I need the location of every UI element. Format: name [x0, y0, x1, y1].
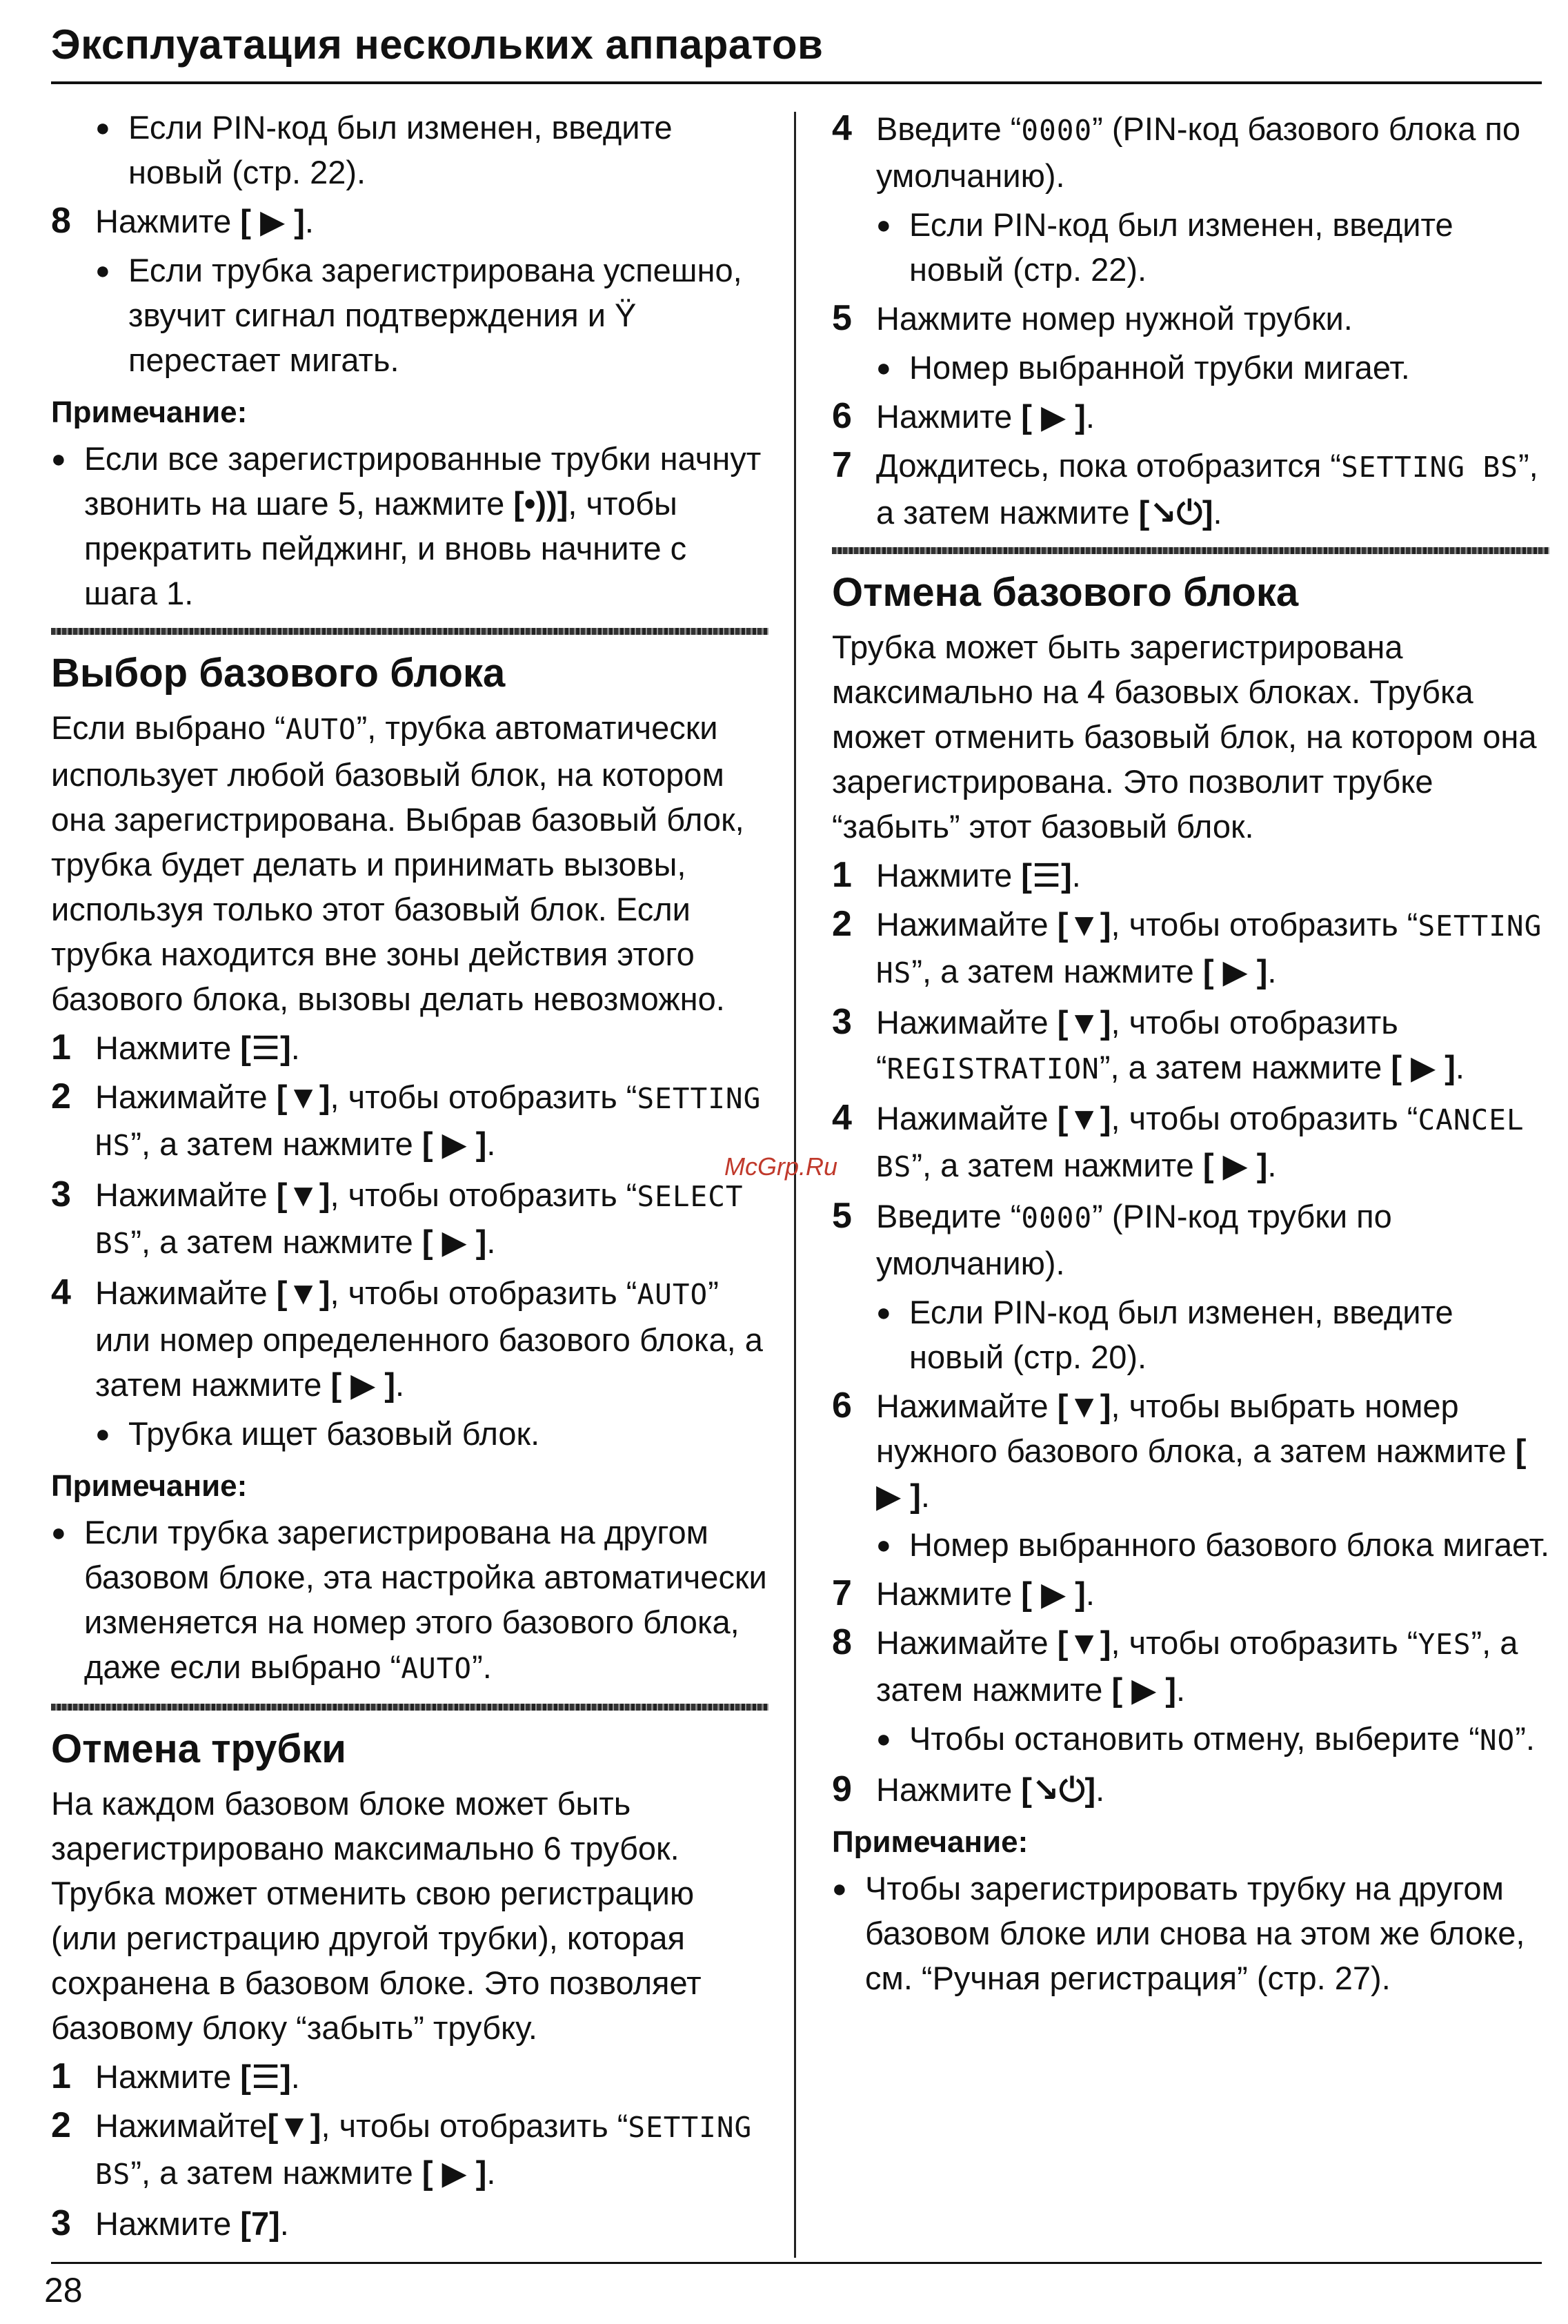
step-4: 4 Введите “0000” (PIN-код базового блока по умолчанию). [832, 108, 1520, 194]
note-heading: Примечание: [51, 1469, 248, 1503]
bottom-rule [51, 2262, 1542, 2264]
step-9: 9 Нажмите [↘⏻]. [832, 1769, 1105, 1809]
paging-key-icon: [•))] [513, 485, 568, 522]
section-intro: Если выбрано “AUTO”, трубка автоматически использует любой базовый блок, на котором она зарегистрирована. Выбрав базовый блок, трубка будет делать и принимать вызовы, используя только этот базовый блок. Если трубка находится вне зоны действия этого базового блока, вызовы делать невозможно. [51, 709, 744, 1017]
step-8: 8 Нажимайте [▼], чтобы отобразить “YES”, а затем нажмите [ ▶ ]. [832, 1622, 1518, 1708]
watermark: McGrp.Ru [724, 1152, 838, 1181]
right-arrow-key-icon: [ ▶ ] [1021, 1575, 1086, 1612]
menu-key-icon: [☰] [240, 1030, 291, 1066]
section-heading-cancel-handset: Отмена трубки [51, 1726, 346, 1771]
note-manual-registration: ● Чтобы зарегистрировать трубку на другом базовом блоке или снова на этом же блоке, см. “Ручная регистрация” (стр. 27). [832, 1866, 1549, 2000]
right-arrow-key-icon: [ ▶ ] [421, 2154, 487, 2191]
bullet-base-blinks: ● Номер выбранного базового блока мигает. [876, 1522, 1549, 1567]
right-column [832, 104, 1549, 2005]
section-separator [832, 547, 1549, 554]
key-7-icon: [7] [240, 2205, 280, 2242]
down-key-icon: [▼] [276, 1274, 330, 1311]
step-6: 6 Нажимайте [▼], чтобы выбрать номер нужного базового блока, а затем нажмите [ ▶ ]. [832, 1386, 1527, 1514]
step-number: 8 [51, 201, 71, 241]
right-arrow-key-icon: [ ▶ ] [876, 1432, 1527, 1514]
section-separator [51, 628, 768, 635]
menu-key-icon: [☰] [240, 2058, 291, 2095]
note-heading: Примечание: [51, 395, 248, 429]
section-intro: На каждом базовом блоке может быть зарегистрировано максимально 6 трубок. Трубка может отменить свою регистрацию (или регистрацию другой трубки), которая сохранена в базовом блоке. Это позволяет базовому блоку “забыть” трубку. [51, 1785, 702, 2046]
note-auto: ● Если трубка зарегистрирована на другом базовом блоке, эта настройка автоматически изменяется на номер этого базового блока, даже если выбрано “AUTO”. [51, 1510, 768, 1691]
right-arrow-key-icon: [ ▶ ] [1111, 1671, 1177, 1708]
step-2: 2 Нажимайте[▼], чтобы отобразить “SETTING BS”, а затем нажмите [ ▶ ]. [51, 2105, 753, 2191]
down-key-icon: [▼] [1057, 1388, 1111, 1424]
step-1: 1 Нажмите [☰]. [832, 855, 1081, 895]
step-8: 8 Нажмите [ ▶ ]. [51, 199, 768, 244]
down-key-icon: [▼] [276, 1079, 330, 1115]
bullet-searching: ● Трубка ищет базовый блок. [95, 1411, 768, 1456]
step-4: 4 Нажимайте [▼], чтобы отобразить “AUTO” или номер определенного базового блока, а затем нажмите [ ▶ ]. [51, 1272, 763, 1403]
step-5: 5 Введите “0000” (PIN-код трубки по умолчанию). [832, 1196, 1392, 1281]
bullet-stop-cancel: ● Чтобы остановить отмену, выберите “NO”. [876, 1716, 1549, 1763]
down-key-icon: [▼] [1057, 906, 1111, 943]
right-arrow-key-icon: [ ▶ ] [1202, 953, 1268, 989]
left-column [51, 104, 768, 2250]
step-7: 7 Дождитесь, пока отобразится “SETTING BS”, а затем нажмите [↘⏻]. [832, 445, 1538, 531]
section-heading-select-base: Выбор базового блока [51, 651, 506, 696]
step-5: 5 Нажмите номер нужной трубки. [832, 298, 1353, 338]
page-number: 28 [44, 2271, 83, 2310]
right-arrow-key-icon: [ ▶ ] [1021, 398, 1086, 435]
off-key-icon: [↘⏻] [1138, 494, 1213, 531]
down-key-icon: [▼] [1057, 1100, 1111, 1136]
step-3: 3 Нажмите [7]. [51, 2203, 289, 2243]
right-arrow-key-icon: [ ▶ ] [421, 1223, 487, 1260]
column-divider [794, 112, 796, 2258]
bullet-pin-changed: ● Если PIN-код был изменен, введите новый (стр. 22). [95, 105, 768, 195]
section-separator [51, 1704, 768, 1711]
note-heading: Примечание: [832, 1825, 1029, 1859]
step-7: 7 Нажмите [ ▶ ]. [832, 1573, 1095, 1613]
section-intro: Трубка может быть зарегистрирована максимально на 4 базовых блоках. Трубка может отменить базовый блок, на котором она зарегистрирована. Это позволит трубке “забыть” этот базовый блок. [832, 629, 1537, 845]
step-6: 6 Нажмите [ ▶ ]. [832, 396, 1095, 436]
menu-key-icon: [☰] [1021, 857, 1072, 894]
section-heading-cancel-base: Отмена базового блока [832, 570, 1299, 615]
right-arrow-key-icon: [ ▶ ] [240, 203, 305, 239]
bullet-registered-success: ● Если трубка зарегистрирована успешно, звучит сигнал подтверждения и Ÿ перестает мигать. [95, 248, 768, 382]
bullet-pin-changed: ● Если PIN-код был изменен, введите новый (стр. 20). [876, 1290, 1549, 1379]
step-2: 2 Нажимайте [▼], чтобы отобразить “SETTING HS”, а затем нажмите [ ▶ ]. [832, 904, 1542, 989]
step-3: 3 Нажимайте [▼], чтобы отобразить “SELECT BS”, а затем нажмите [ ▶ ]. [51, 1174, 744, 1260]
step-4: 4 Нажимайте [▼], чтобы отобразить “CANCEL BS”, а затем нажмите [ ▶ ]. [832, 1098, 1525, 1183]
title-rule [51, 81, 1542, 84]
page-title: Эксплуатация нескольких аппаратов [51, 21, 824, 68]
down-key-icon: [▼] [267, 2107, 321, 2144]
off-key-icon: [↘⏻] [1021, 1771, 1096, 1808]
right-arrow-key-icon: [ ▶ ] [330, 1366, 396, 1403]
note-paging: ● Если все зарегистрированные трубки начнут звонить на шаге 5, нажмите [•))], чтобы прекратить пейджинг, и вновь начните с шага 1. [51, 436, 768, 616]
down-key-icon: [▼] [276, 1176, 330, 1213]
step-3: 3 Нажимайте [▼], чтобы отобразить “REGISTRATION”, а затем нажмите [ ▶ ]. [832, 1002, 1465, 1085]
right-arrow-key-icon: [ ▶ ] [1391, 1049, 1456, 1085]
bullet-handset-blinks: ● Номер выбранной трубки мигает. [876, 345, 1549, 390]
down-key-icon: [▼] [1057, 1004, 1111, 1041]
down-key-icon: [▼] [1057, 1624, 1111, 1661]
step-1: 1 Нажмите [☰]. [51, 1027, 300, 1067]
right-arrow-key-icon: [ ▶ ] [421, 1125, 487, 1162]
bullet-pin-changed: ● Если PIN-код был изменен, введите новый (стр. 22). [876, 202, 1549, 292]
right-arrow-key-icon: [ ▶ ] [1202, 1147, 1268, 1183]
step-2: 2 Нажимайте [▼], чтобы отобразить “SETTING HS”, а затем нажмите [ ▶ ]. [51, 1076, 762, 1162]
step-1: 1 Нажмите [☰]. [51, 2056, 300, 2096]
